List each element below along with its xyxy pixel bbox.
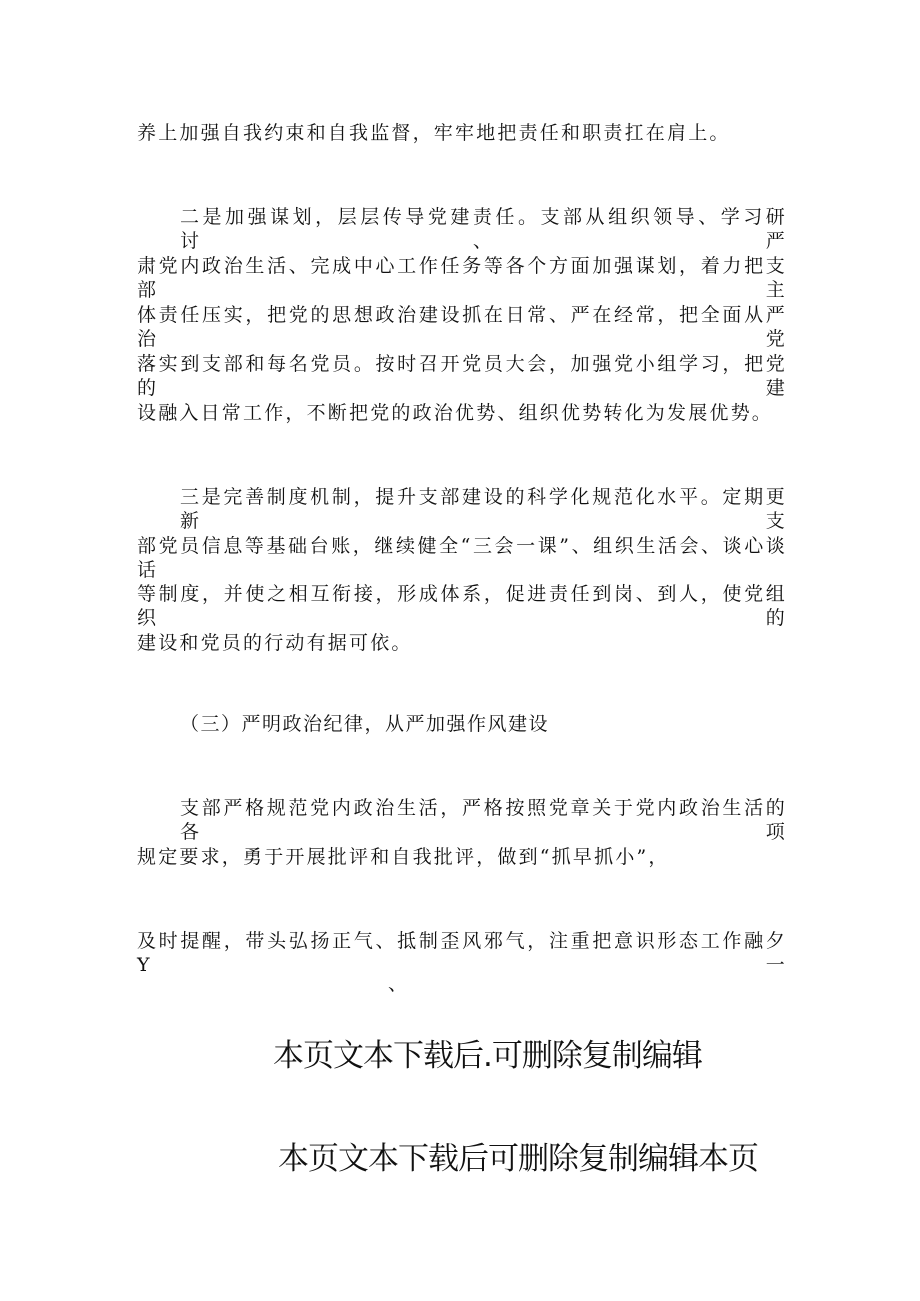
paragraph-2-line-1: 二是加强谋划，层层传导党建责任。支部从组织领导、学习研讨、严 — [180, 206, 787, 252]
paragraph-2-line-5: 设融入日常工作，不断把党的政治优势、组织优势转化为发展优势。 — [137, 402, 774, 424]
paragraph-3-line-4: 建设和党员的行动有据可依。 — [137, 632, 413, 654]
paragraph-2-line-2: 肃党内政治生活、完成中心工作任务等各个方面加强谋划，着力把支部主 — [137, 255, 787, 301]
paragraph-3-line-1: 三是完善制度机制，提升支部建设的科学化规范化水平。定期更新支 — [180, 486, 787, 532]
footer-notice-1: 本页文本下载后.可删除复制编辑 — [273, 1038, 702, 1074]
footer-notice-2: 本页文本下载后可删除复制编辑本页 — [278, 1141, 758, 1177]
paragraph-3-line-3: 等制度，并使之相互衔接，形成体系，促进责任到岗、到人，使党组织的 — [137, 583, 787, 629]
section-heading: （三）严明政治纪律，从严加强作风建设 — [180, 713, 550, 735]
paragraph-1-line-1: 养上加强自我约束和自我监督，牢牢地把责任和职责扛在肩上。 — [137, 122, 731, 144]
paragraph-3-line-2: 部党员信息等基础台账，继续健全“三会一课”、组织生活会、谈心谈话 — [137, 535, 787, 581]
paragraph-2-line-3: 体责任压实，把党的思想政治建设抓在日常、严在经常，把全面从严治党 — [137, 304, 787, 350]
paragraph-4-line-2: 规定要求，勇于开展批评和自我批评，做到“抓早抓小”， — [137, 846, 670, 868]
paragraph-5-line-1: 及时提醒，带头弘扬正气、抵制歪风邪气，注重把意识形态工作融夕Y 一 — [137, 930, 787, 976]
paragraph-4-line-1: 支部严格规范党内政治生活，严格按照党章关于党内政治生活的各项 — [180, 797, 787, 843]
paragraph-2-line-4: 落实到支部和每名党员。按时召开党员大会，加强党小组学习，把党的建 — [137, 353, 787, 399]
stray-punctuation: 、 — [388, 973, 408, 995]
